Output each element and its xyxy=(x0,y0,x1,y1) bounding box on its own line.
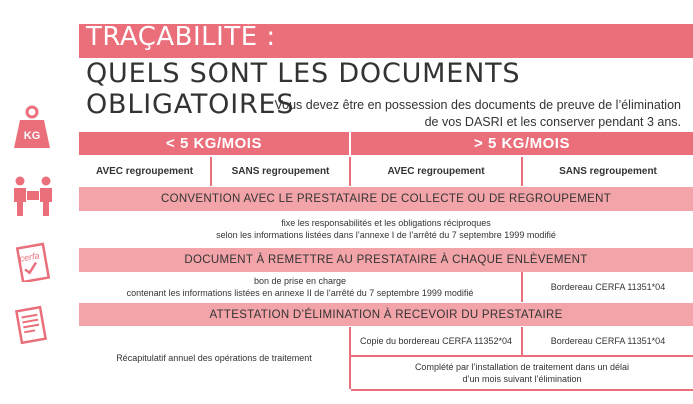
section-convention-title: CONVENTION AVEC LE PRESTATAIRE DE COLLECTE OU DE REGROUPEMENT xyxy=(79,187,693,211)
section-document-title: DOCUMENT À REMETTRE AU PRESTATAIRE À CHAQUE ENLÈVEMENT xyxy=(79,248,693,272)
divider xyxy=(351,389,693,391)
document-line2: contenant les informations listées en annexe II de l’arrêté du 7 septembre 1999 modifié xyxy=(126,287,474,298)
section-document-body xyxy=(79,273,521,300)
subheader-high-sans: SANS regroupement xyxy=(559,165,657,177)
section-convention-body xyxy=(79,214,693,244)
cerfa-form-icon xyxy=(14,240,50,282)
divider xyxy=(351,355,693,357)
attestation-complete xyxy=(351,358,693,388)
document-bordereau: Bordereau CERFA 11351*04 xyxy=(550,281,666,292)
subheader-low-sans: SANS regroupement xyxy=(231,165,330,177)
cerfa-icon-label: cerfa xyxy=(18,250,41,264)
intro-line1: Vous devez être en possession des documents de preuve de l’élimination xyxy=(274,98,681,112)
document-line1: bon de prise en charge xyxy=(253,275,347,286)
attestation-copie: Copie du bordereau CERFA 11352*04 xyxy=(360,336,512,346)
weight-icon xyxy=(12,104,52,150)
attestation-bordereau: Bordereau CERFA 11351*04 xyxy=(550,336,666,346)
handover-icon xyxy=(10,175,56,217)
attestation-recap: Récapitulatif annuel des opérations de traitement xyxy=(116,353,312,363)
header-low-weight: < 5 KG/MOIS xyxy=(79,132,349,155)
convention-line2: selon les informations listées dans l’annexe I de l’arrêté du 7 septembre 1999 modifié xyxy=(216,230,556,240)
complete-line2: d’un mois suivant l’élimination xyxy=(462,374,582,384)
title-line1: TRAÇABILITÉ : xyxy=(86,22,276,52)
page-title: QUELS SONT LES DOCUMENTS OBLIGATOIRES xyxy=(86,58,521,120)
section-attestation-title: ATTESTATION D’ÉLIMINATION À RECEVOIR DU PRESTATAIRE xyxy=(79,303,693,326)
complete-line1: Complété par l’installation de traitement dans un délai xyxy=(414,362,630,372)
weight-icon-label: KG xyxy=(23,130,41,142)
subheader-low-avec: AVEC regroupement xyxy=(95,165,194,177)
intro-text xyxy=(221,97,681,131)
document-icon xyxy=(14,305,48,345)
subheader-high-avec: AVEC regroupement xyxy=(387,165,485,177)
convention-line1: fixe les responsabilités et les obligations réciproques xyxy=(281,218,491,228)
intro-line2: de vos DASRI et les conserver pendant 3 ans. xyxy=(424,115,681,129)
header-high-weight: > 5 KG/MOIS xyxy=(351,132,693,155)
